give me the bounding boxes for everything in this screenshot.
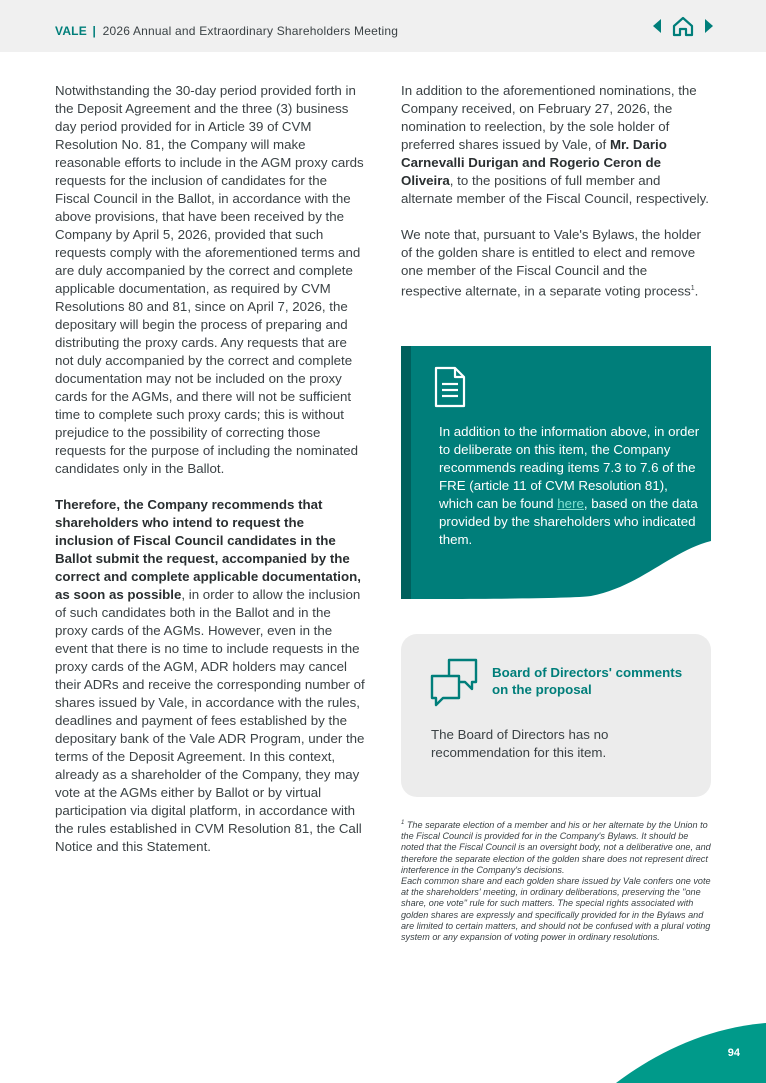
- left-column: [55, 82, 365, 856]
- brand-name: VALE: [55, 24, 87, 38]
- recommendation-rest-text: , in order to allow the inclusion of such candidates both in the Ballot and in the proxy cards of the AGMs. However, even in the event that there is no time to include requests in the proxy cards of the AGM, ADR holders may cancel their ADRs and receive the corresponding number of shares issued by Vale, in accordance with the rules, deadlines and payment of fees established by the depositary bank of the Vale ADR Program, under the terms of the Deposit Agreement. In this context, already as a shareholder of the Company, they may vote at the AGMs either by Ballot or by virtual participation via digital platform, in accordance with the rules established in CVM Resolution 81, the Call Notice and this Statement.: [55, 587, 365, 854]
- page-number: 94: [727, 1047, 740, 1059]
- right-column: [401, 82, 711, 300]
- document-icon: [434, 366, 466, 413]
- info-box-text: In addition to the information above, in order to deliberate on this item, the Company recommends reading items 7.3 to 7.6 of the FRE (article 11 of CVM Resolution 81), which can be found here, based on the data provided by the shareholders who indicated them.: [439, 424, 700, 547]
- home-icon[interactable]: [670, 14, 696, 38]
- chevron-right-icon[interactable]: [702, 15, 716, 37]
- footnote-paragraph-2: Each common share and each golden share issued by Vale confers one vote at the shareholders' meeting, in ordinary deliberations, preserving the "one share, one vote" rule for such matters. The special rights associated with golden shares are expressly and specifically provided for in the Bylaws and are limited to certain matters, and should not be confused with a plural voting system or any expansion of voting power in ordinary resolutions.: [401, 876, 711, 943]
- footnote-reference[interactable]: 1: [690, 285, 695, 292]
- footnote: [401, 818, 713, 943]
- board-comments-title: Board of Directors' comments on the proposal: [492, 665, 683, 697]
- board-comments-text: The Board of Directors has no recommendation for this item.: [431, 727, 609, 760]
- nominee-names: Mr. Dario Carnevalli Durigan and Rogerio Ceron de Oliveira: [401, 137, 667, 188]
- paragraph-recommendation: [55, 496, 365, 856]
- header-bar: [0, 0, 766, 52]
- header-separator: |: [92, 24, 97, 38]
- page-corner-decoration: [616, 1023, 766, 1083]
- board-comments-box: [401, 634, 711, 797]
- info-box: [401, 346, 711, 599]
- header-title: [55, 24, 398, 38]
- paragraph-golden-share: We note that, pursuant to Vale's Bylaws, the holder of the golden share is entitled to elect and remove one member of the Fiscal Council and the respective alternate, in a separate voting process$^1$.: [401, 227, 701, 299]
- event-title: 2026 Annual and Extraordinary Shareholders Meeting: [102, 24, 399, 38]
- footnote-paragraph-1: $^1$ The separate election of a member and his or her alternate by the Union to the Fiscal Council is provided for in the Company's Bylaws. It should be noted that the Fiscal Council is an oversight body, not a deliberative one, and therefore the separate election of the golden share does not represent direct interference in the Company's decisions.: [401, 820, 711, 875]
- footnote-mark: 1: [401, 820, 405, 826]
- chevron-left-icon[interactable]: [650, 15, 664, 37]
- chat-bubbles-icon: [429, 658, 479, 715]
- fre-link[interactable]: here: [557, 496, 584, 511]
- page-navigation: [650, 14, 716, 38]
- recommendation-bold-text: Therefore, the Company recommends that shareholders who intend to request the inclusion of Fiscal Council candidates in the Ballot submit the request, accompanied by the correct and complete applicable documentation, as soon as possible: [55, 497, 361, 602]
- paragraph-nominations: In addition to the aforementioned nominations, the Company received, on February 27, 2026, the nomination to reelection, by the sole holder of preferred shares issued by Vale, of Mr. Dario Carnevalli Durigan and Rogerio Ceron de Oliveira, to the positions of full member and alternate member of the Fiscal Council, respectively.: [401, 83, 709, 206]
- paragraph-proxy-cards: Notwithstanding the 30-day period provided forth in the Deposit Agreement and the three (3) business day period provided for in Article 39 of CVM Resolution No. 81, the Company will make reasonable efforts to include in the AGM proxy cards requests for the inclusion of candidates for the Fiscal Council in the Ballot, in accordance with the above provisions, that have been received by the Company by April 5, 2026, provided that such requests comply with the aforementioned terms and are duly accompanied by the correct and complete applicable documentation, as required by CVM Resolutions 80 and 81, since on April 7, 2026, the depositary will begin the process of preparing and distributing the proxy cards. Any requests that are not duly accompanied by the correct and complete documentation may not be included on the proxy cards for the AGMs, and there will not be sufficient time to complete such proxy cards; this is without prejudice to the possibility of correcting those requests for the purpose of including the nominated candidates only in the Ballot.: [55, 83, 364, 476]
